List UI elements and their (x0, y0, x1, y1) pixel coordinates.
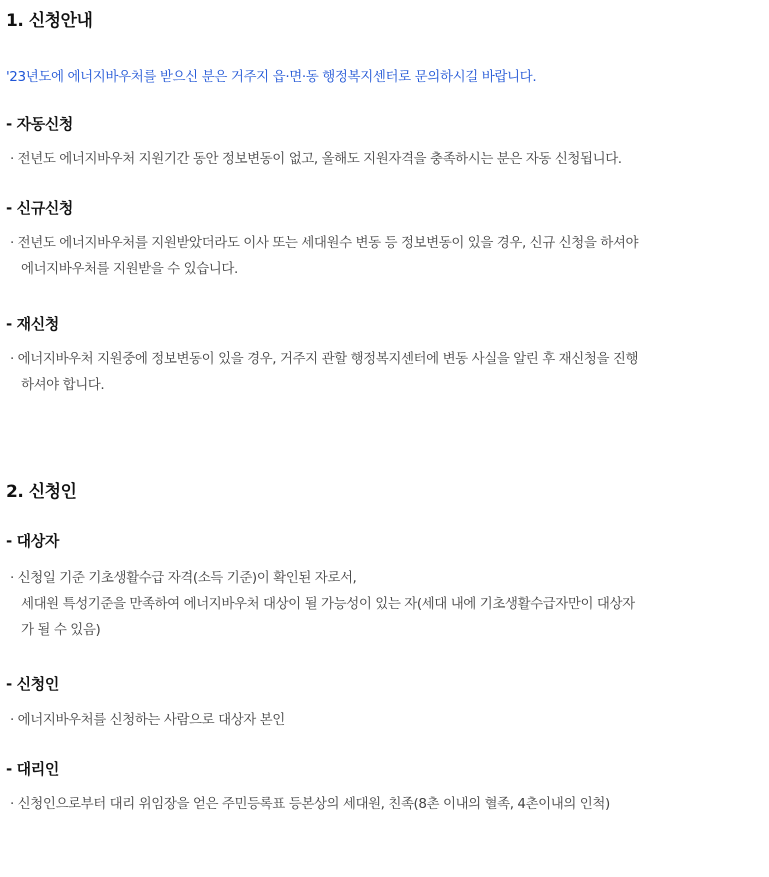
auto-apply-title: - 자동신청 (6, 115, 74, 133)
applicant-title: - 신청인 (6, 675, 59, 693)
section-2-title: 2. 신청인 (6, 482, 77, 502)
auto-apply-desc (10, 146, 762, 172)
target-title: - 대상자 (6, 532, 59, 550)
target-line-2: 세대원 특성기준을 만족하여 에너지바우처 대상이 될 가능성이 있는 자(세대 내에 기초생활수급자만이 대상자 (21, 596, 635, 612)
target-line-1: · 신청일 기준 기초생활수급 자격(소득 기준)이 확인된 자로서, (10, 570, 357, 586)
section-1-title: 1. 신청안내 (6, 11, 93, 31)
reapply-title: - 재신청 (6, 315, 59, 333)
auto-apply-line-1: · 전년도 에너지바우처 지원기간 동안 정보변동이 없고, 올해도 지원자격을 충족하시는 분은 자동 신청됩니다. (10, 151, 622, 167)
new-apply-line-2: 에너지바우처를 지원받을 수 있습니다. (21, 261, 238, 277)
new-apply-line-1: · 전년도 에너지바우처를 지원받았더라도 이사 또는 세대원수 변동 등 정보변동이 있을 경우, 신규 신청을 하셔야 (10, 235, 639, 251)
new-apply-title: - 신규신청 (6, 199, 74, 217)
agent-desc (10, 791, 762, 817)
notice-text: '23년도에 에너지바우처를 받으신 분은 거주지 읍·면·동 행정복지센터로 문의하시길 바랍니다. (6, 69, 537, 85)
target-line-3: 가 될 수 있음) (21, 622, 101, 638)
reapply-desc (10, 346, 762, 398)
new-apply-desc (10, 230, 762, 282)
applicant-line-1: · 에너지바우처를 신청하는 사람으로 대상자 본인 (10, 712, 285, 728)
reapply-line-1: · 에너지바우처 지원중에 정보변동이 있을 경우, 거주지 관할 행정복지센터에 변동 사실을 알린 후 재신청을 진행 (10, 351, 639, 367)
agent-line-1: · 신청인으로부터 대리 위임장을 얻은 주민등록표 등본상의 세대원, 친족(8촌 이내의 혈족, 4촌이내의 인척) (10, 796, 610, 812)
agent-title: - 대리인 (6, 760, 59, 778)
reapply-line-2: 하셔야 합니다. (21, 377, 105, 393)
target-desc (10, 565, 762, 643)
applicant-desc (10, 707, 762, 733)
